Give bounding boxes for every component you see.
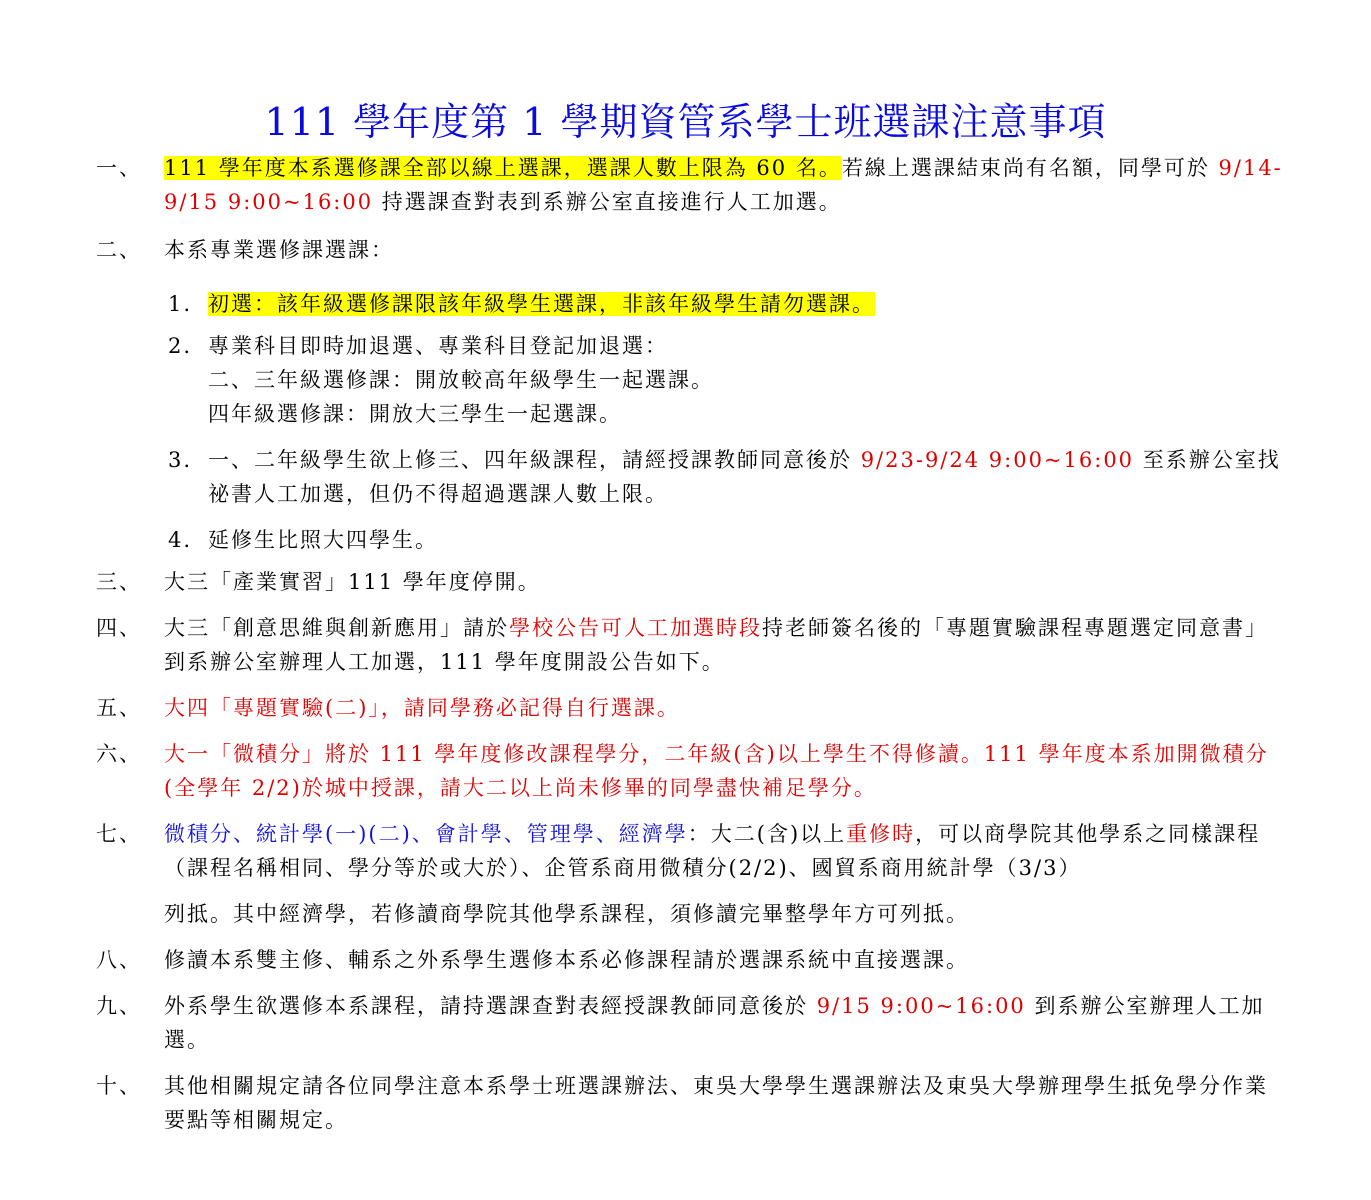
- item-number: 五、: [96, 696, 142, 720]
- text-line: 二、三年級選修課：開放較高年級學生一起選課。: [208, 368, 714, 392]
- item-text: [164, 817, 1284, 931]
- page-title: 111 學年度第 1 學期資管系學士班選課注意事項: [264, 100, 1107, 144]
- text-segment: 一、二年級學生欲上修三、四年級課程，請經授課教師同意後於: [208, 448, 861, 472]
- notice-item-9: [0, 989, 1371, 1057]
- item-number: 一、: [96, 156, 142, 180]
- red-date-text: 9/23-9/24 9:00~16:00: [860, 448, 1135, 472]
- text-segment: 大三「創意思維與創新應用」請於: [164, 616, 509, 640]
- item-text: [164, 611, 1284, 679]
- text-segment: 至系辦公室找祕書人工加選，但仍不得超過選課人數上限。: [208, 448, 1281, 506]
- item-text: 大一「微積分」將於 111 學年度修改課程學分，二年級(含)以上學生不得修讀。111 學年度本系加開微積分(全學年 2/2)於城中授課，請大二以上尚未修畢的同學盡快補足學分。: [164, 742, 1269, 800]
- item-text: 修讀本系雙主修、輔系之外系學生選修本系必修課程請於選課系統中直接選課。: [164, 948, 969, 972]
- red-text: 學校公告可人工加選時段: [509, 616, 762, 640]
- item-number: 三、: [96, 570, 142, 594]
- item-number: 九、: [96, 994, 142, 1018]
- text-segment: 到系辦公室辦理人工加選。: [164, 994, 1265, 1052]
- blue-text: 微積分、統計學(一)(二)、會計學、管理學、經濟學: [164, 822, 688, 846]
- text-line: 列抵。其中經濟學，若修讀商學院其他學系課程，須修讀完畢整學年方可列抵。: [164, 902, 969, 926]
- sub-item-3: [0, 443, 1371, 511]
- notice-item-10: [0, 1069, 1371, 1137]
- text-segment: 持老師簽名後的「專題實驗課程專題選定同意書」到系辦公室辦理人工加選，111 學年度開設公告如下。: [164, 616, 1268, 674]
- item-text: [164, 989, 1284, 1057]
- sub-item-number: 1.: [168, 292, 193, 316]
- sub-item-2: [0, 329, 1371, 431]
- item-text: 其他相關規定請各位同學注意本系學士班選課辦法、東吳大學學生選課辦法及東吳大學辦理學生抵免學分作業要點等相關規定。: [164, 1074, 1268, 1132]
- item-number: 六、: [96, 742, 142, 766]
- sub-item-text: [208, 329, 1284, 431]
- item-number: 七、: [96, 822, 142, 846]
- sub-item-4: [0, 523, 1371, 557]
- text-segment: 持選課查對表到系辦公室直接進行人工加選。: [373, 190, 842, 214]
- notice-list: [0, 147, 1371, 1137]
- red-date-text: 9/15 9:00~16:00: [816, 994, 1026, 1018]
- text-segment: ，可以商學院其他學系之同樣課程（課程名稱相同、學分等於或大於）、企管系商用微積分(2/2)、國貿系商用統計學（3/3）: [164, 822, 1261, 880]
- notice-item-4: [0, 611, 1371, 679]
- notice-item-7: [0, 817, 1371, 931]
- sub-item-text: [208, 443, 1284, 511]
- notice-item-5: [0, 691, 1371, 725]
- item-text: 大四「專題實驗(二)」，請同學務必記得自行選課。: [164, 696, 680, 720]
- item-number: 二、: [96, 238, 142, 262]
- item-text: [164, 151, 1284, 219]
- item-number: 十、: [96, 1074, 142, 1098]
- notice-item-1: [0, 151, 1371, 219]
- highlighted-text: 111 學年度本系選修課全部以線上選課，選課人數上限為 60 名。: [164, 156, 842, 180]
- text-segment: 外系學生欲選修本系課程，請持選課查對表經授課教師同意後於: [164, 994, 817, 1018]
- text-segment: ：大二(含)以上: [687, 822, 847, 846]
- text-line: 專業科目即時加退選、專業科目登記加退選：: [208, 334, 668, 358]
- highlighted-text: 初選：該年級選修課限該年級學生選課，非該年級學生請勿選課。: [208, 292, 875, 316]
- notice-item-3: [0, 565, 1371, 599]
- sub-item-text: [208, 287, 1284, 321]
- notice-item-8: [0, 943, 1371, 977]
- notice-item-6: [0, 737, 1371, 805]
- sub-item-text: 延修生比照大四學生。: [208, 528, 438, 552]
- sub-item-1: [0, 287, 1371, 321]
- text-line: 四年級選修課：開放大三學生一起選課。: [208, 402, 622, 426]
- sub-item-number: 3.: [168, 448, 193, 472]
- item-text: 大三「產業實習」111 學年度停開。: [164, 570, 541, 594]
- sub-item-number: 4.: [168, 528, 193, 552]
- sub-item-number: 2.: [168, 334, 193, 358]
- red-text: 重修時: [846, 822, 916, 846]
- item-number: 四、: [96, 616, 142, 640]
- notice-item-2: [0, 233, 1371, 267]
- item-number: 八、: [96, 948, 142, 972]
- text-segment: 若線上選課結束尚有名額，同學可於: [841, 156, 1219, 180]
- item-text: 本系專業選修課選課：: [164, 238, 394, 262]
- red-date-text: 9/14-9/15 9:00~16:00: [164, 156, 1283, 214]
